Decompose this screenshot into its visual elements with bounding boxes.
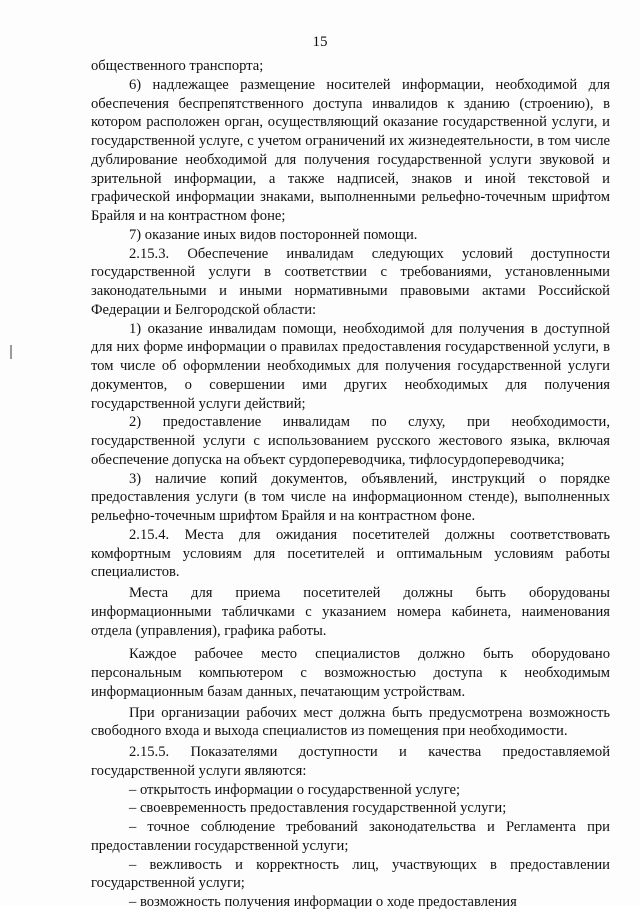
paragraph-reception-places: Места для приема посетителей должны быть оборудованы информационными табличками с указанием номера кабинета, наименования отдела (управления), графика работы. (91, 585, 610, 639)
paragraph-item-7: 7) оказание иных видов посторонней помощи. (129, 226, 418, 243)
document-body (91, 57, 610, 912)
paragraph-section-2-15-3: 2.15.3. Обеспечение инвалидам следующих условий доступности государственной услуги в соответствии с требованиями, установленными законодательными и иными нормативными правовыми актами Российской Федерации и Белгородской области: (91, 245, 610, 318)
paragraph-section-2-15-4: 2.15.4. Места для ожидания посетителей должны соответствовать комфортным условиям для посетителей и оптимальным условиям работы специалистов. (91, 526, 610, 581)
list-item-openness: – открытость информации о государственной услуге; (129, 781, 461, 798)
paragraph-continuation: общественного транспорта; (91, 58, 264, 74)
list-item-timeliness: – своевременность предоставления государственной услуги; (129, 800, 507, 817)
paragraph-item-2: 2) предоставление инвалидам по слуху, при необходимости, государственной услуги с использованием русского жестового языка, включая обеспечение допуска на объект сурдопереводчика, тифлосурдопереводчика; (91, 414, 610, 468)
paragraph-item-6: 6) надлежащее размещение носителей информации, необходимой для обеспечения беспрепятственного доступа инвалидов к зданию (строению), в котором расположен орган, осуществляющий оказание государственной услуги, и государственной услуге, с учетом ограничений их жизнедеятельности, в том числе дублирование необходимой для получения государственной услуги звуковой и зрительной информации, а также надписей, знаков и иной текстовой и графической информации знаками, выполненными рельефно-точечным шрифтом Брайля и на контрастном фоне; (91, 76, 610, 224)
page-number: 15 (312, 34, 328, 50)
list-item-information-access: – возможность получения информации о ходе предоставления (129, 894, 517, 910)
paragraph-item-1: 1) оказание инвалидам помощи, необходимой для получения в доступной для них форме информации о правилах предоставления государственной услуги, в том числе об оформлении необходимых для получения государственной услуги документов, о совершении ими других необходимых для получения государственной услуги действий; (91, 320, 610, 412)
paragraph-item-3: 3) наличие копий документов, объявлений, инструкций о порядке предоставления услуги (в том числе на информационном стенде), выполненных рельефно-точечным шрифтом Брайля и на контрастном фоне. (91, 470, 610, 524)
list-item-politeness: – вежливость и корректность лиц, участвующих в предоставлении государственной услуги; (91, 856, 610, 892)
paragraph-workplaces: Каждое рабочее место специалистов должно быть оборудовано персональным компьютером с возможностью доступа к необходимым информационным базам данных, печатающим устройствам. (91, 646, 610, 700)
paragraph-workplace-organization: При организации рабочих мест должна быть предусмотрена возможность свободного входа и выхода специалистов из помещения при необходимости. (91, 704, 610, 740)
list-item-compliance: – точное соблюдение требований законодательства и Регламента при предоставлении государственной услуги; (91, 819, 610, 854)
scan-artifact-mark (10, 345, 12, 359)
paragraph-section-2-15-5: 2.15.5. Показателями доступности и качества предоставляемой государственной услуги являются: (91, 744, 610, 779)
